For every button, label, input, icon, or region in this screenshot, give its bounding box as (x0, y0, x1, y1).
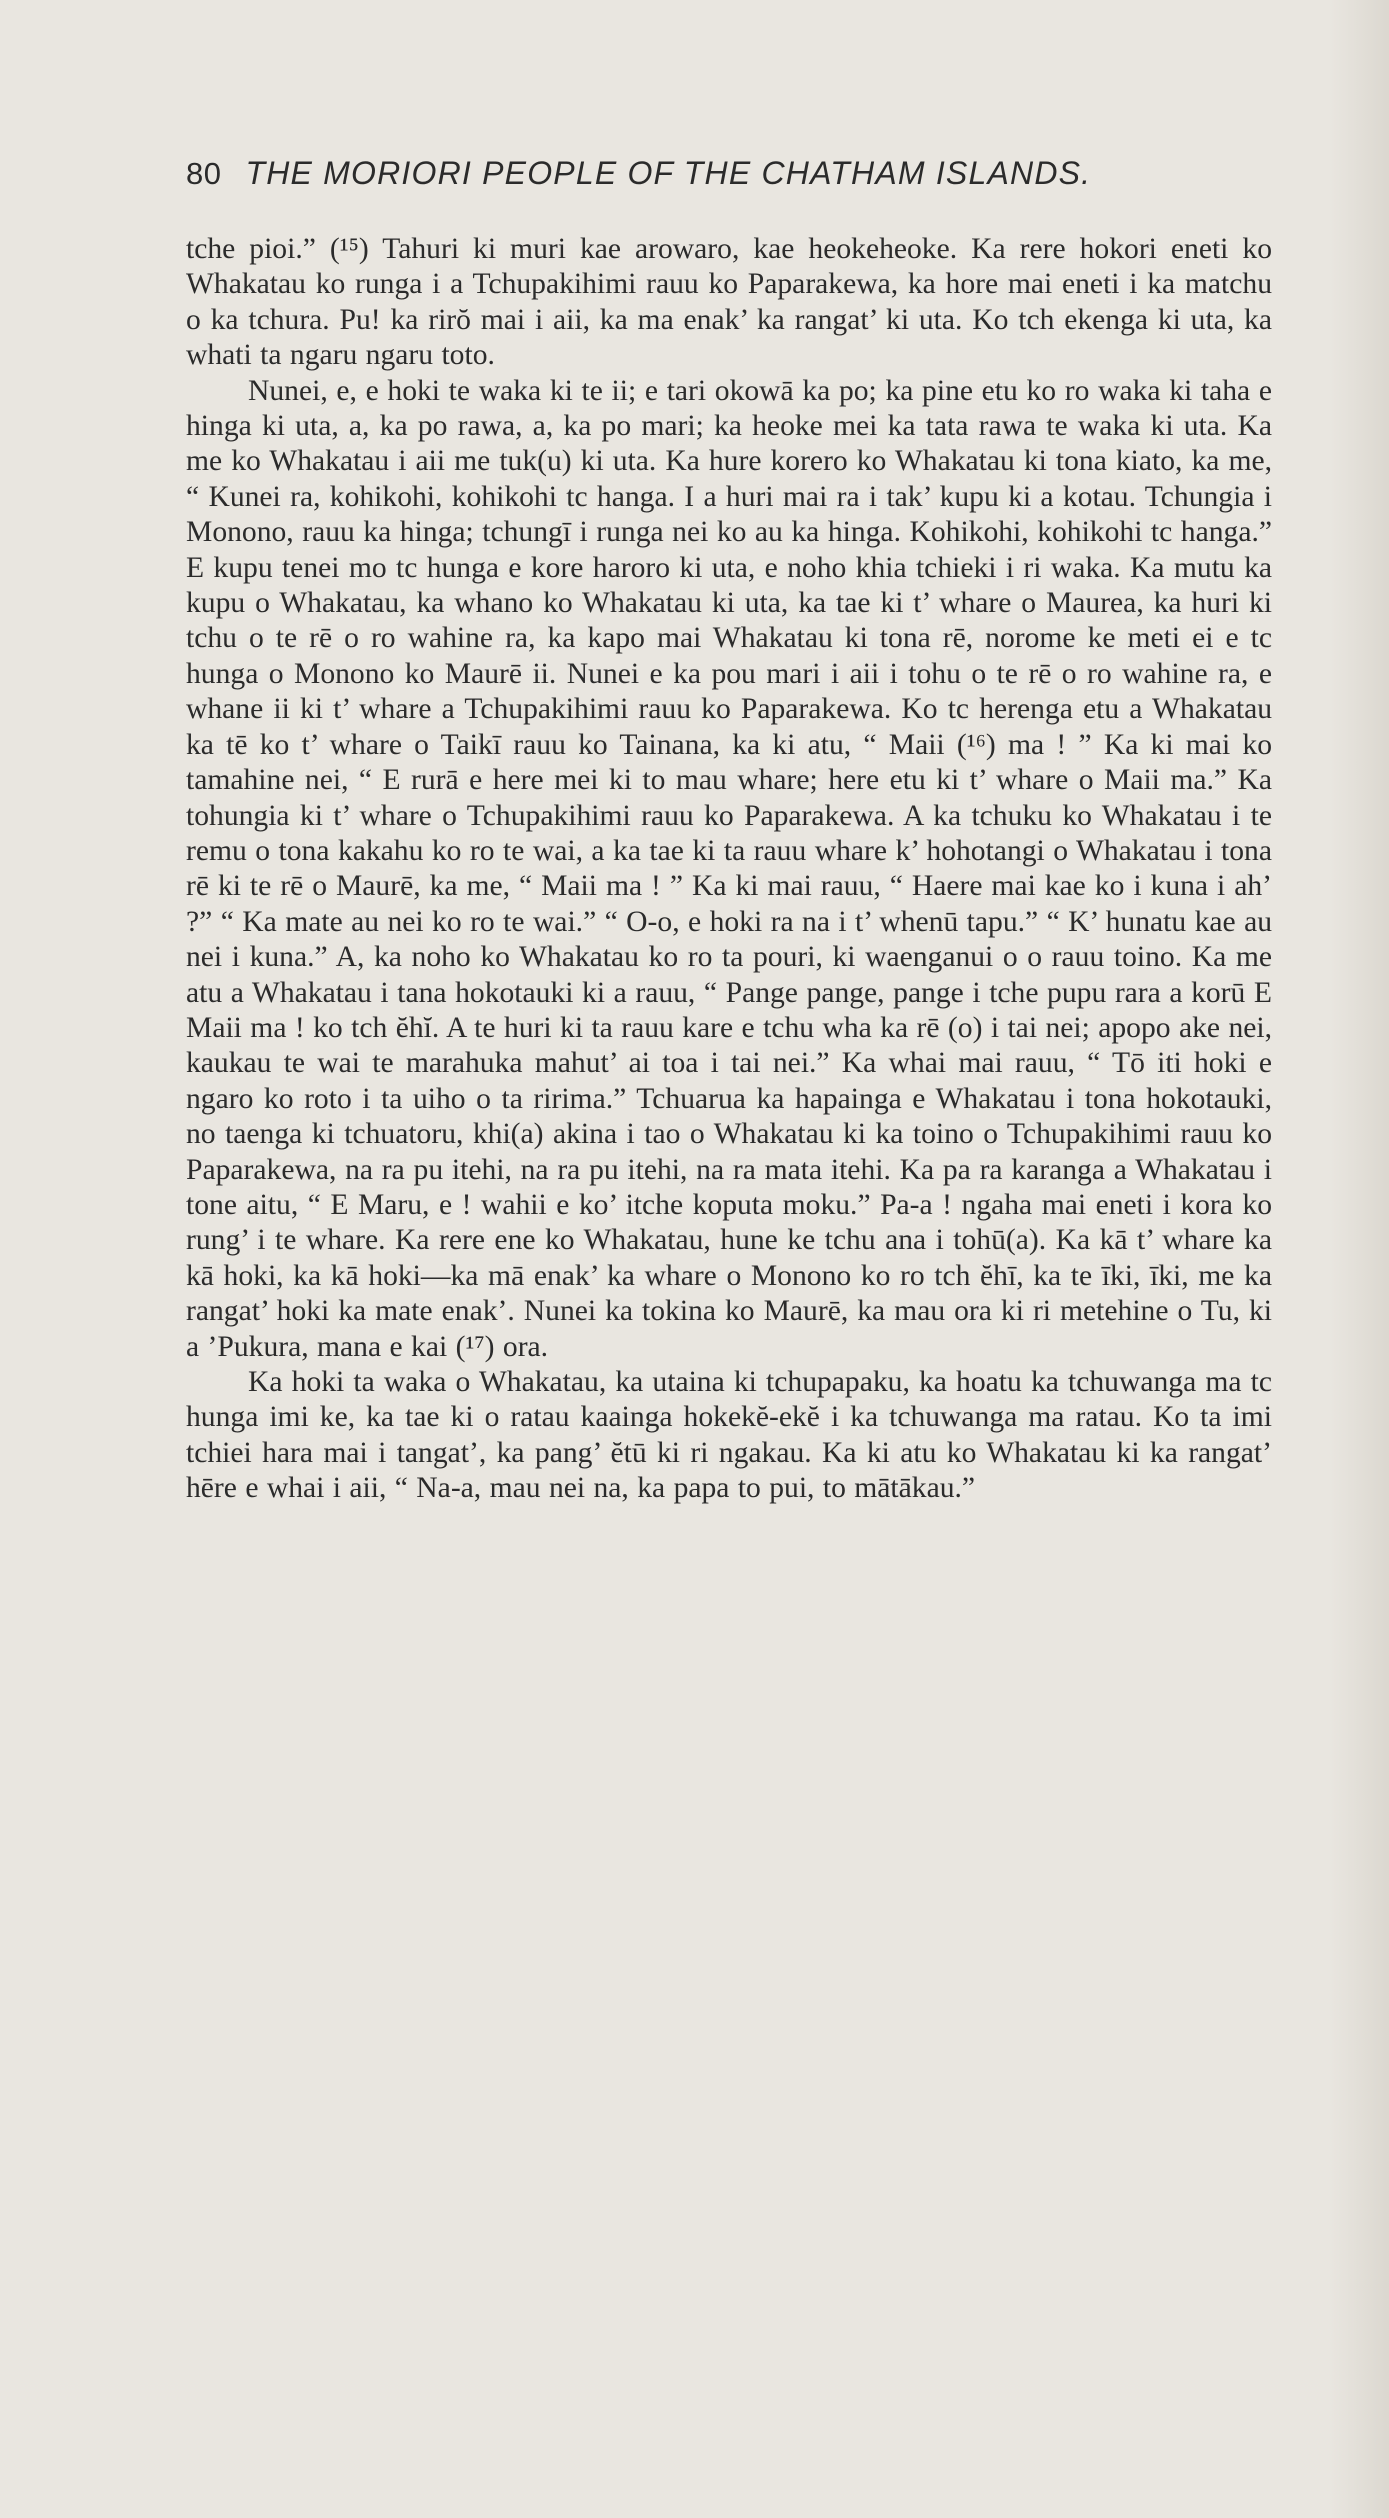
page-edge-shadow (1329, 0, 1389, 2518)
paragraph-2: Nunei, e, e hoki te waka ki te ii; e tari okowā ka po; ka pine etu ko ro waka ki taha e hinga ki uta, a, ka po rawa, a, ka po mari; ka heoke mei ka tata rawa te waka ki uta. Ka me ko Whakatau i aii me tuk(u) ki uta. Ka hure korero ko Whakatau ki tona kiato, ka me, “ Kunei ra, kohikohi, kohikohi tc hanga. I a huri mai ra i tak’ kupu ki a kotau. Tchungia i Monono, rauu ka hinga; tchungī i runga nei ko au ka hinga. Kohikohi, kohikohi tc hanga.” E kupu tenei mo tc hunga e kore haroro ki uta, e noho khia tchieki i ri waka. Ka mutu ka kupu o Whakatau, ka whano ko Whakatau ki uta, ka tae ki t’ whare o Maurea, ka huri ki tchu o te rē o ro wahine ra, ka kapo mai Whakatau ki tona rē, norome ke meti ei e tc hunga o Monono ko Maurē ii. Nunei e ka pou mari i aii i tohu o te rē o ro wahine ra, e whane ii ki t’ whare a Tchupakihimi rauu ko Paparakewa. Ko tc herenga etu a Whakatau ka tē ko t’ whare o Taikī rauu ko Tainana, ka ki atu, “ Maii (¹⁶) ma ! ” Ka ki mai ko tamahine nei, “ E rurā e here mei ki to mau whare; here etu ki t’ whare o Maii ma.” Ka tohungia ki t’ whare o Tchupakihimi rauu ko Paparakewa. A ka tchuku ko Whakatau i te remu o tona kakahu ko ro te wai, a ka tae ki ta rauu whare k’ hohotangi o Whakatau i tona rē ki te rē o Maurē, ka me, “ Maii ma ! ” Ka ki mai rauu, “ Haere mai kae ko i kuna i ah’ ?” “ Ka mate au nei ko ro te wai.” “ O-o, e hoki ra na i t’ whenū tapu.” “ K’ hunatu kae au nei i kuna.” A, ka noho ko Whakatau ko ro ta pouri, ki waenganui o o rauu toino. Ka me atu a Whakatau i tana hokotauki ki a rauu, “ Pange pange, pange i tche pupu rara a korū E Maii ma ! ko tch ĕhĭ. A te huri ki ta rauu kare e tchu wha ka rē (o) i tai nei; apopo ake nei, kaukau te wai te marahuka mahut’ ai toa i tai nei.” Ka whai mai rauu, “ Tō iti hoki e ngaro ko roto i ta uiho o ta ririma.” Tchuarua ka hapainga e Whakatau i tona hokotauki, no taenga ki tchuatoru, khi(a) akina i tao o Whakatau ki ka toino o Tchupakihimi rauu ko Paparakewa, na ra pu itehi, na ra pu itehi, na ra mata itehi. Ka pa ra karanga a Whakatau i tone aitu, “ E Maru, e ! wahii e ko’ itche koputa moku.” Pa-a ! ngaha mai eneti i kora ko rung’ i te whare. Ka rere ene ko Whakatau, hune ke tchu ana i tohū(a). Ka kā t’ whare ka kā hoki, ka kā hoki—ka mā enak’ ka whare o Monono ko ro tch ĕhī, ka te īki, īki, me ka rangat’ hoki ka mate enak’. Nunei ka tokina ko Maurē, ka mau ora ki ri metehine o Tu, ki a ’Pukura, mana e kai (¹⁷) ora. (186, 374, 1272, 1363)
body-text (186, 232, 1272, 1507)
page-number: 80 (186, 156, 222, 191)
paragraph-1: tche pioi.” (¹⁵) Tahuri ki muri kae arowaro, kae heokeheoke. Ka rere hokori eneti ko Whakatau ko runga i a Tchupakihimi rauu ko Paparakewa, ka hore mai eneti i ka matchu o ka tchura. Pu! ka rirŏ mai i aii, ka ma enak’ ka rangat’ ki uta. Ko tch ekenga ki uta, ka whati ta ngaru ngaru toto. (186, 233, 1272, 372)
running-header (186, 155, 1196, 199)
running-title: THE MORIORI PEOPLE OF THE CHATHAM ISLANDS. (245, 155, 1092, 191)
paragraph-3: Ka hoki ta waka o Whakatau, ka utaina ki tchupapaku, ka hoatu ka tchuwanga ma tc hunga imi ke, ka tae ki o ratau kaainga hokekĕ-ekĕ i ka tchuwanga ma ratau. Ko ta imi tchiei hara mai i tangat’, ka pang’ ĕtū ki ri ngakau. Ka ki atu ko Whakatau ki ka rangat’ hēre e whai i aii, “ Na-a, mau nei na, ka papa to pui, to mātākau.” (186, 1366, 1272, 1505)
